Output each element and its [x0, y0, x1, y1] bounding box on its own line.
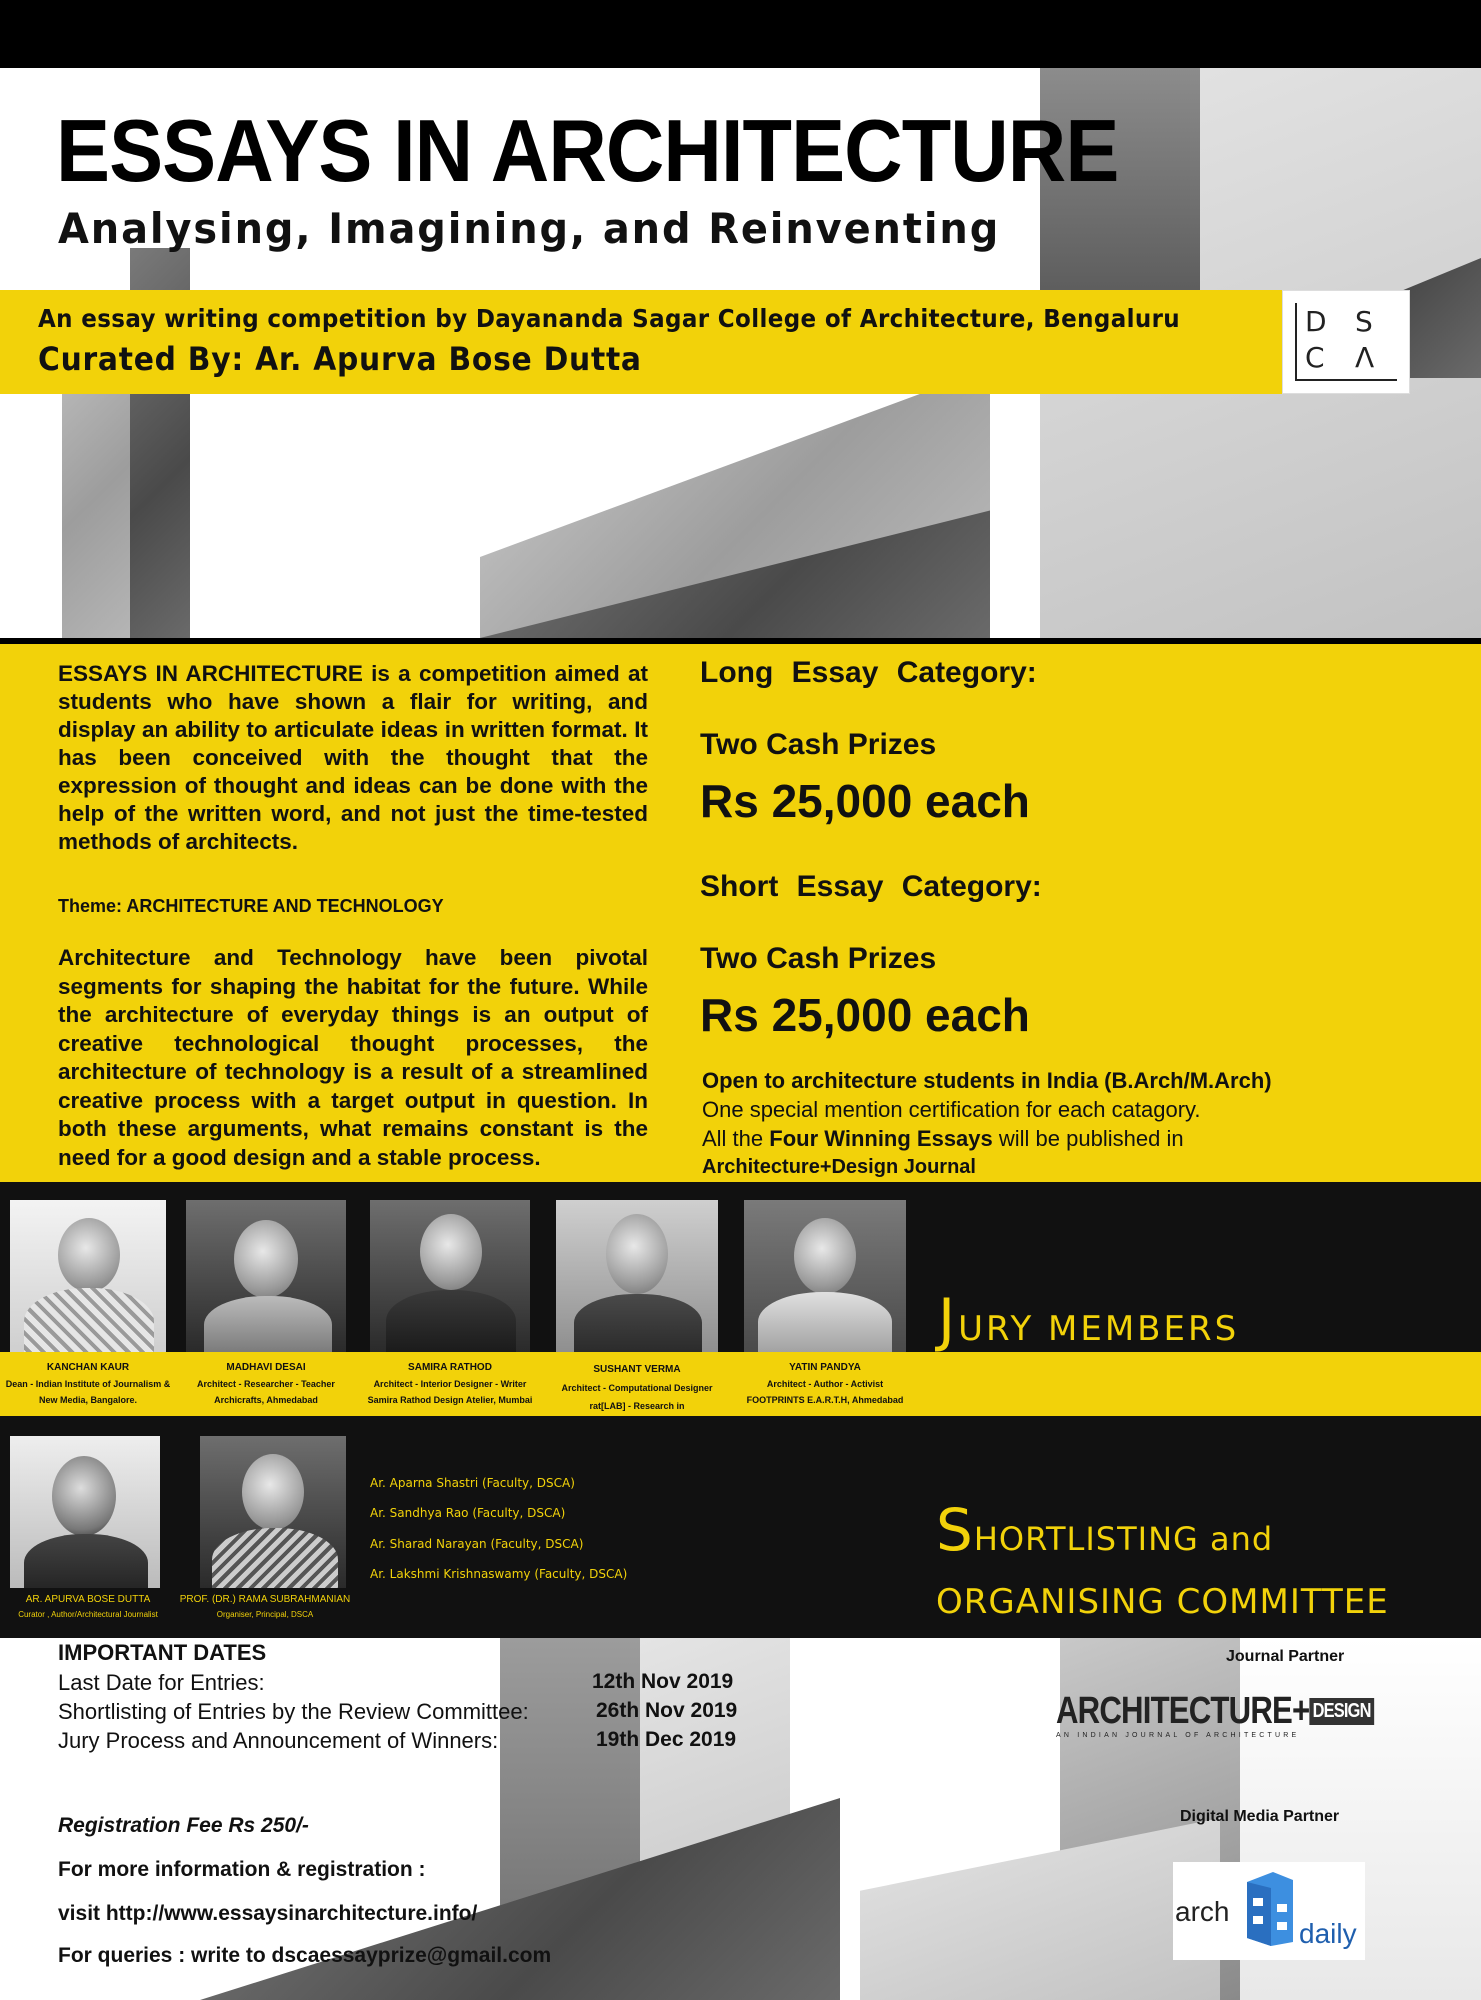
- top-black-bar: [0, 0, 1481, 68]
- archdaily-building-icon: [1243, 1868, 1297, 1948]
- theme-paragraph: Architecture and Technology have been pivotal segments for shaping the habitat for the future. While the architecture of everyday things is an output of creative technological thought processes, the architecture of technology is a result of a streamlined creative process with a target output in question. In both these arguments, what remains constant is the need for a good design and a stable process.: [58, 945, 648, 1170]
- jury-name: YATIN PANDYA: [789, 1362, 861, 1373]
- jury-name: MADHAVI DESAI: [226, 1362, 306, 1373]
- competition-line: An essay writing competition by Dayananda Sagar College of Architecture, Bengaluru: [38, 304, 1181, 333]
- theme-label: Theme: ARCHITECTURE AND TECHNOLOGY: [58, 896, 444, 916]
- date-label: Jury Process and Announcement of Winners:: [58, 1728, 499, 1753]
- jury-desc: Architect - Computational Designer: [561, 1383, 713, 1393]
- intro-paragraph: ESSAYS IN ARCHITECTURE is a competition aimed at students who have shown a flair for writing, and display an ability to articulate ideas in written format. It has been conceived with the thought that the expression of thought and ideas can be done with the help of the written word, and not just the time-tested methods of architects.: [58, 661, 648, 854]
- logo-letter-s: S: [1355, 305, 1401, 338]
- committee-photo-apurva-bose-dutta: [10, 1436, 160, 1588]
- important-dates-heading: IMPORTANT DATES: [58, 1640, 267, 1665]
- architecture-design-logo: ARCHITECTURE+ DESIGN AN INDIAN JOURNAL OF ARCHITECTURE: [1056, 1690, 1368, 1740]
- logo-letter-d: D: [1305, 305, 1355, 338]
- website-link[interactable]: visit http://www.essaysinarchitecture.info/: [58, 1902, 478, 1925]
- eligibility-line: All the Four Winning Essays will be published in: [702, 1126, 1184, 1151]
- more-info-text: For more information & registration :: [58, 1858, 426, 1881]
- page-subtitle: Analysing, Imagining, and Reinventing: [58, 204, 1001, 253]
- short-essay-amount: Rs 25,000 each: [700, 989, 1030, 1041]
- committee-title-line2: ORGANISING COMMITTEE: [936, 1582, 1389, 1622]
- logo-letter-c: C: [1305, 341, 1353, 374]
- date-value: 19th Dec 2019: [596, 1728, 737, 1751]
- faculty-member: Ar. Sharad Narayan (Faculty, DSCA): [370, 1537, 584, 1551]
- digital-media-partner-label: Digital Media Partner: [1180, 1808, 1340, 1825]
- date-label: Shortlisting of Entries by the Review Committee:: [58, 1699, 529, 1724]
- committee-title: SHORTLISTING and: [936, 1496, 1274, 1564]
- jury-desc: Architect - Author - Activist: [766, 1379, 884, 1389]
- journal-partner-label: Journal Partner: [1226, 1648, 1345, 1665]
- jury-photo-kanchan-kaur: [10, 1200, 166, 1352]
- eligibility-line: One special mention certification for each catagory.: [702, 1097, 1201, 1122]
- jury-desc: Dean - Indian Institute of Journalism &: [5, 1379, 171, 1389]
- short-essay-prizes: Two Cash Prizes: [700, 942, 937, 975]
- jury-desc: FOOTPRINTS E.A.R.T.H, Ahmedabad: [746, 1395, 904, 1405]
- jury-name: KANCHAN KAUR: [46, 1362, 130, 1373]
- jury-name: SUSHANT VERMA: [593, 1364, 681, 1375]
- date-value: 26th Nov 2019: [596, 1699, 738, 1722]
- jury-desc: Samira Rathod Design Atelier, Mumbai: [367, 1395, 533, 1405]
- long-essay-amount: Rs 25,000 each: [700, 775, 1030, 827]
- faculty-member: Ar. Aparna Shastri (Faculty, DSCA): [370, 1476, 575, 1490]
- jury-photo-samira-rathod: [370, 1200, 530, 1352]
- jury-desc: Architect - Researcher - Teacher: [197, 1379, 335, 1389]
- jury-desc: rat[LAB] - Research in: [589, 1401, 685, 1411]
- jury-members-title: JURY MEMBERS: [938, 1286, 1240, 1354]
- eligibility-text: [702, 1066, 1362, 1182]
- jury-desc: Architect - Interior Designer - Writer: [373, 1379, 527, 1389]
- eligibility-line: Open to architecture students in India (B.Arch/M.Arch): [702, 1068, 1272, 1093]
- jury-photo-yatin-pandya: [744, 1200, 906, 1352]
- date-value: 12th Nov 2019: [592, 1670, 734, 1693]
- jury-desc: Archicrafts, Ahmedabad: [214, 1395, 318, 1405]
- page-title: ESSAYS IN ARCHITECTURE: [56, 101, 1119, 200]
- committee-photo-rama-subrahmanian: [200, 1436, 346, 1588]
- jury-name: SAMIRA RATHOD: [408, 1362, 492, 1373]
- faculty-member: Ar. Sandhya Rao (Faculty, DSCA): [370, 1506, 566, 1520]
- curated-by: Curated By: Ar. Apurva Bose Dutta: [38, 340, 642, 378]
- archdaily-daily-text: daily: [1299, 1918, 1357, 1949]
- dsca-logo: [1282, 290, 1410, 394]
- registration-fee: Registration Fee Rs 250/-: [58, 1814, 309, 1837]
- faculty-member: Ar. Lakshmi Krishnaswamy (Faculty, DSCA): [370, 1567, 628, 1581]
- committee-desc: Organiser, Principal, DSCA: [216, 1610, 314, 1619]
- short-essay-category: Short Essay Category:: [700, 870, 1042, 903]
- committee-name: AR. APURVA BOSE DUTTA: [25, 1594, 151, 1605]
- logo-letter-a: Λ: [1355, 341, 1403, 374]
- contact-email[interactable]: For queries : write to dscaessayprize@gmail.com: [58, 1944, 552, 1967]
- committee-desc: Curator , Author/Architectural Journalist: [18, 1610, 158, 1619]
- archdaily-logo: [1173, 1862, 1365, 1960]
- jury-photo-sushant-verma: [556, 1200, 718, 1352]
- jury-photo-madhavi-desai: [186, 1200, 346, 1352]
- date-label: Last Date for Entries:: [58, 1670, 265, 1695]
- jury-desc: New Media, Bangalore.: [38, 1395, 138, 1405]
- archdaily-arch-text: arch: [1175, 1896, 1230, 1927]
- committee-name: PROF. (DR.) RAMA SUBRAHMANIAN: [179, 1594, 351, 1605]
- long-essay-category: Long Essay Category:: [700, 656, 1037, 689]
- long-essay-prizes: Two Cash Prizes: [700, 728, 937, 761]
- eligibility-line: Architecture+Design Journal: [702, 1156, 976, 1178]
